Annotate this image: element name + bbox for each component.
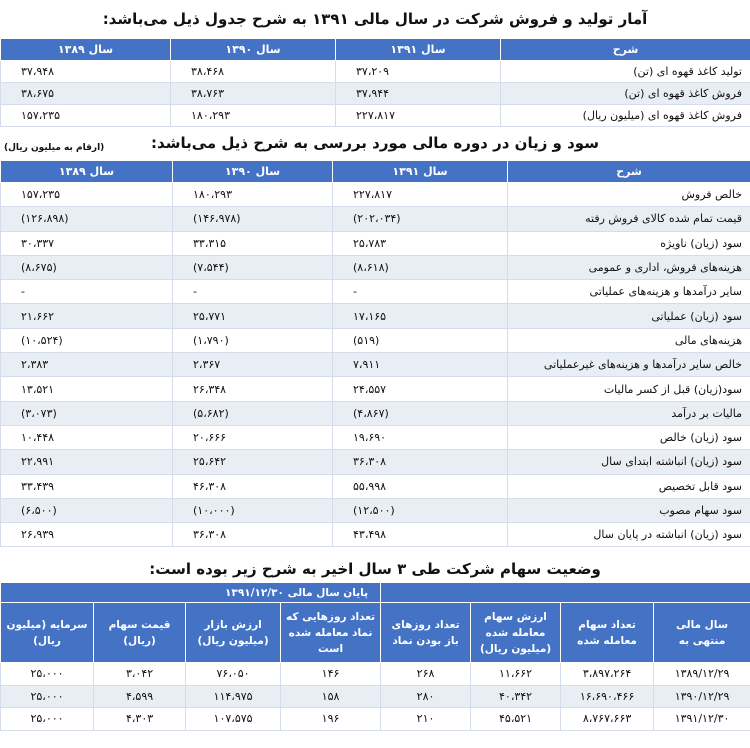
row-value: ۱۵۷،۲۳۵ [1, 105, 171, 127]
row-value: (۸،۶۱۸) [333, 255, 508, 279]
table-row [1, 353, 750, 377]
row-value: ۲۵،۰۰۰ [1, 708, 94, 731]
row-value: ۲۵،۷۷۱ [173, 304, 333, 328]
row-label: ۱۳۹۱/۱۲/۳۰ [654, 708, 750, 731]
row-value: ۴۳،۴۹۸ [333, 523, 508, 547]
row-value: ۱۵۸ [281, 685, 381, 708]
row-label: فروش کاغذ قهوه ای (میلیون ریال) [501, 105, 750, 127]
units-note: (ارقام به میلیون ریال) [4, 143, 105, 153]
row-value: ۱۰۷،۵۷۵ [186, 708, 281, 731]
row-value: ۲۶،۹۳۹ [1, 523, 173, 547]
row-value: ۴۰،۳۴۲ [471, 685, 561, 708]
row-value: ۱۷،۱۶۵ [333, 304, 508, 328]
row-value: ۱۵۷،۲۳۵ [1, 183, 173, 207]
row-value: ۲۲۷،۸۱۷ [336, 105, 501, 127]
row-value: ۱۱،۶۶۲ [471, 663, 561, 686]
row-value: ۲۴،۵۵۷ [333, 377, 508, 401]
row-label: سایر درآمدها و هزینه‌های عملیاتی [508, 280, 750, 304]
row-value: (۴،۸۶۷) [333, 401, 508, 425]
row-value: ۳۳،۳۱۵ [173, 231, 333, 255]
row-value: ۳۳،۴۳۹ [1, 474, 173, 498]
header-description: شرح [501, 39, 750, 61]
row-value: ۲۵،۷۸۳ [333, 231, 508, 255]
row-value: ۱۱۴،۹۷۵ [186, 685, 281, 708]
profit-loss-table [0, 160, 750, 547]
profit-loss-title: سود و زیان در دوره مالی مورد بررسی به شرح ذیل می‌باشد: [151, 134, 599, 152]
row-value: ۱۸۰،۲۹۳ [171, 105, 336, 127]
header-year-1389: سال ۱۳۸۹ [1, 161, 173, 183]
table-row [1, 83, 750, 105]
row-label: سود (زیان) خالص [508, 425, 750, 449]
row-value: ۲۶،۳۴۸ [173, 377, 333, 401]
row-value: (۷،۵۴۴) [173, 255, 333, 279]
row-value: ۱۸۰،۲۹۳ [173, 183, 333, 207]
header-year-1391: سال ۱۳۹۱ [336, 39, 501, 61]
row-value: ۳۰،۳۳۷ [1, 231, 173, 255]
table-row [1, 498, 750, 522]
table-row [1, 685, 750, 708]
row-label: فروش کاغذ قهوه ای (تن) [501, 83, 750, 105]
table-header-row [1, 603, 750, 663]
row-value: (۶،۵۰۰) [1, 498, 173, 522]
row-value: ۴،۳۰۳ [94, 708, 186, 731]
production-sales-table [0, 38, 750, 127]
row-value: ۲۵،۰۰۰ [1, 663, 94, 686]
table-top-header-row [1, 583, 750, 603]
row-value: ۲۲۷،۸۱۷ [333, 183, 508, 207]
table-row [1, 401, 750, 425]
row-value: (۱۴۶،۹۷۸) [173, 207, 333, 231]
table-row [1, 183, 750, 207]
table-row [1, 523, 750, 547]
row-label: مالیات بر درآمد [508, 401, 750, 425]
header-shares-traded: تعداد سهام معامله شده [561, 603, 654, 663]
row-value: (۳،۰۷۳) [1, 401, 173, 425]
shares-status-table [0, 582, 750, 731]
row-label: تولید کاغذ قهوه ای (تن) [501, 61, 750, 83]
row-value: ۴۶،۳۰۸ [173, 474, 333, 498]
row-value: ۲۲،۹۹۱ [1, 450, 173, 474]
table-row [1, 304, 750, 328]
table-row [1, 474, 750, 498]
row-label: هزینه‌های مالی [508, 328, 750, 352]
row-label: سود (زیان) عملیاتی [508, 304, 750, 328]
header-description: شرح [508, 161, 750, 183]
row-value: ۲۰،۶۶۶ [173, 425, 333, 449]
header-traded-days: تعداد روزهایی که نماد معامله شده است [281, 603, 381, 663]
table-row [1, 280, 750, 304]
row-value: ۲،۳۸۳ [1, 353, 173, 377]
row-value: ۳۸،۷۶۳ [171, 83, 336, 105]
header-share-price: قیمت سهام (ریال) [94, 603, 186, 663]
header-year-1390: سال ۱۳۹۰ [173, 161, 333, 183]
row-value: (۱۲۶،۸۹۸) [1, 207, 173, 231]
row-value: ۱۶،۶۹۰،۴۶۶ [561, 685, 654, 708]
row-value: (۲۰۲،۰۳۴) [333, 207, 508, 231]
table-header-row [1, 39, 750, 61]
row-value: ۲۶۸ [381, 663, 471, 686]
header-traded-value: ارزش سهام معامله شده (میلیون ریال) [471, 603, 561, 663]
header-market-value: ارزش بازار (میلیون ریال) [186, 603, 281, 663]
table-row [1, 663, 750, 686]
row-value: (۱۰،۵۲۴) [1, 328, 173, 352]
header-year-1391: سال ۱۳۹۱ [333, 161, 508, 183]
row-label: سود سهام مصوب [508, 498, 750, 522]
header-year-1390: سال ۱۳۹۰ [171, 39, 336, 61]
table-header-row [1, 161, 750, 183]
header-capital: سرمایه (میلیون ریال) [1, 603, 94, 663]
table-row [1, 105, 750, 127]
header-open-days: تعداد روزهای باز بودن نماد [381, 603, 471, 663]
row-label: خالص فروش [508, 183, 750, 207]
row-value: ۳۸،۶۷۵ [1, 83, 171, 105]
row-value: ۲۱،۶۶۲ [1, 304, 173, 328]
row-value: - [173, 280, 333, 304]
row-value: (۵،۶۸۲) [173, 401, 333, 425]
row-value: ۱۳،۵۲۱ [1, 377, 173, 401]
row-value: - [333, 280, 508, 304]
row-label: سود (زیان) انباشته ابتدای سال [508, 450, 750, 474]
row-label: سود(زیان) قبل از کسر مالیات [508, 377, 750, 401]
row-label: هزینه‌های فروش، اداری و عمومی [508, 255, 750, 279]
row-value: ۲۸۰ [381, 685, 471, 708]
row-value: ۱۴۶ [281, 663, 381, 686]
row-value: ۸،۷۶۷،۶۶۳ [561, 708, 654, 731]
table-row [1, 450, 750, 474]
row-value: ۲۱۰ [381, 708, 471, 731]
row-label: خالص سایر درآمدها و هزینه‌های غیرعملیاتی [508, 353, 750, 377]
row-value: ۳۶،۳۰۸ [333, 450, 508, 474]
row-value: ۳۷،۹۴۴ [336, 83, 501, 105]
header-fiscal-year: سال مالی منتهی به [654, 603, 750, 663]
row-value: ۳۸،۴۶۸ [171, 61, 336, 83]
table-row [1, 231, 750, 255]
header-fiscal-year-end: پایان سال مالی ۱۳۹۱/۱۲/۳۰ [1, 583, 381, 603]
table-row [1, 61, 750, 83]
row-value: ۳۷،۹۴۸ [1, 61, 171, 83]
row-value: ۳۷،۲۰۹ [336, 61, 501, 83]
table-row [1, 708, 750, 731]
row-value: ۳،۸۹۷،۲۶۴ [561, 663, 654, 686]
row-label: سود (زیان) انباشته در پایان سال [508, 523, 750, 547]
production-sales-title: آمار تولید و فروش شرکت در سال مالی ۱۳۹۱ به شرح جدول ذیل می‌باشد: [102, 10, 648, 28]
header-blank [381, 583, 750, 603]
table-row [1, 328, 750, 352]
row-value: - [1, 280, 173, 304]
row-label: ۱۳۸۹/۱۲/۲۹ [654, 663, 750, 686]
row-label: سود (زیان) ناویژه [508, 231, 750, 255]
row-value: ۳۶،۳۰۸ [173, 523, 333, 547]
row-value: ۷۶،۰۵۰ [186, 663, 281, 686]
table-row [1, 425, 750, 449]
table-row [1, 377, 750, 401]
row-value: ۲،۳۶۷ [173, 353, 333, 377]
row-value: ۷،۹۱۱ [333, 353, 508, 377]
table-row [1, 255, 750, 279]
header-year-1389: سال ۱۳۸۹ [1, 39, 171, 61]
row-value: ۴۵،۵۲۱ [471, 708, 561, 731]
table-row [1, 207, 750, 231]
row-value: ۴،۵۹۹ [94, 685, 186, 708]
row-value: ۲۵،۰۰۰ [1, 685, 94, 708]
row-value: (۱۲،۵۰۰) [333, 498, 508, 522]
row-label: سود قابل تخصیص [508, 474, 750, 498]
shares-status-title: وضعیت سهام شرکت طی ۳ سال اخیر به شرح زیر بوده است: [149, 560, 601, 578]
row-label: ۱۳۹۰/۱۲/۲۹ [654, 685, 750, 708]
row-value: ۱۹،۶۹۰ [333, 425, 508, 449]
row-value: ۵۵،۹۹۸ [333, 474, 508, 498]
row-value: ۱۹۶ [281, 708, 381, 731]
row-value: ۲۵،۶۴۲ [173, 450, 333, 474]
row-value: (۸،۶۷۵) [1, 255, 173, 279]
row-value: (۱۰،۰۰۰) [173, 498, 333, 522]
row-label: قیمت تمام شده کالای فروش رفته [508, 207, 750, 231]
row-value: ۱۰،۴۴۸ [1, 425, 173, 449]
row-value: ۳،۰۴۲ [94, 663, 186, 686]
row-value: (۱،۷۹۰) [173, 328, 333, 352]
row-value: (۵۱۹) [333, 328, 508, 352]
